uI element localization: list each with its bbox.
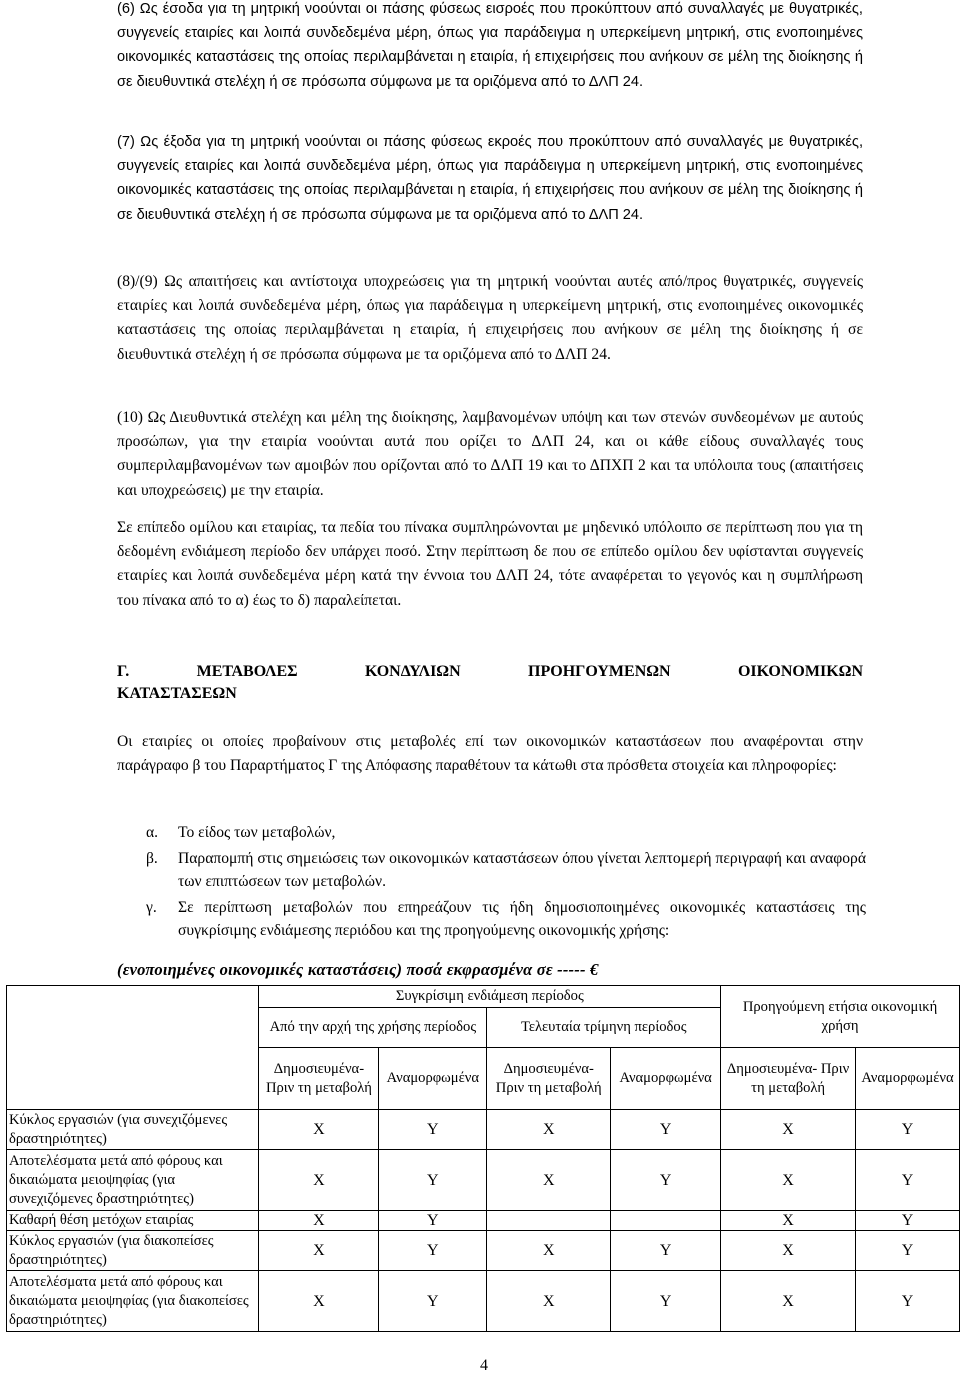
changes-table	[6, 985, 960, 1332]
table-row	[7, 1231, 960, 1271]
cell: X	[487, 1150, 611, 1211]
paragraph-7: (7) Ως έξοδα για τη μητρική νοούνται οι πάσης φύσεως εκροές που προκύπτουν από συναλλαγές με θυγατρικές, συγγενείς εταιρίες και λοιπά συνδεδεμένα μέρη, όπως για παράδειγμα η υπερκείμενη μητρική, στις ενοποιημένες οικονομικές καταστάσεις της οποίας περιλαμβάνεται η εταιρία, ή επιχειρήσεις που ανήκουν σε μέλη της διοίκησης ή σε διευθυντικά στελέχη ή σε πρόσωπα σύμφωνα με τα οριζόμενα από το ΔΛΠ 24.	[117, 134, 863, 223]
cell: Y	[611, 1150, 721, 1211]
list-marker: β.	[146, 850, 158, 867]
cell: Y	[379, 1211, 487, 1231]
section-heading-continued: ΚΑΤΑΣΤΑΣΕΩΝ	[117, 685, 237, 702]
header-comparable-period: Συγκρίσιμη ενδιάμεση περίοδος	[259, 986, 721, 1008]
cell: X	[259, 1150, 379, 1211]
cell	[611, 1211, 721, 1231]
cell: X	[721, 1150, 856, 1211]
header-restated: Αναμορφωμένα	[855, 1048, 959, 1110]
table-row	[7, 1110, 960, 1150]
cell: Y	[855, 1271, 959, 1332]
header-last-quarter: Τελευταία τρίμηνη περίοδος	[487, 1008, 721, 1048]
table-row	[7, 1271, 960, 1332]
list-text: Παραπομπή στις σημειώσεις των οικονομικών καταστάσεων όπου γίνεται λεπτομερή περιγραφή και αναφορά των επιπτώσεων των μεταβολών.	[178, 850, 866, 890]
page-number: 4	[480, 1357, 488, 1374]
row-label: Κύκλος εργασιών (για συνεχιζόμενες δραστηριότητες)	[7, 1110, 259, 1150]
cell: X	[721, 1211, 856, 1231]
table-row	[7, 1211, 960, 1231]
cell	[487, 1211, 611, 1231]
header-restated: Αναμορφωμένα	[611, 1048, 721, 1110]
cell: X	[487, 1271, 611, 1332]
cell: X	[487, 1231, 611, 1271]
cell: Y	[611, 1271, 721, 1332]
header-published: Δημοσιευμένα- Πριν τη μεταβολή	[259, 1048, 379, 1110]
cell: Y	[611, 1231, 721, 1271]
row-label: Αποτελέσματα μετά από φόρους και δικαιώματα μειοψηφίας (για διακοπείσες δραστηριότητες)	[7, 1271, 259, 1332]
table-corner-cell	[7, 986, 259, 1110]
table-title: (ενοποιημένες οικονομικές καταστάσεις) ποσά εκφρασμένα σε ----- €	[117, 960, 599, 979]
row-label: Κύκλος εργασιών (για διακοπείσες δραστηριότητες)	[7, 1231, 259, 1271]
paragraph-group-level: Σε επίπεδο ομίλου και εταιρίας, τα πεδία του πίνακα συμπληρώνονται με μηδενικό υπόλοιπο σε περίπτωση που για τη δεδομένη ενδιάμεση περίοδο δεν υπάρχει ποσό. Στην περίπτωση δε που σε επίπεδο ομίλου δεν υφίστανται συγγενείς εταιρίες και λοιπά συνδεδεμένα μέρη κατά την έννοια του ΔΛΠ 24, τότε αναφέρεται το γεγονός και η συμπλήρωση του πίνακα από το α) έως το δ) παραλείπεται.	[117, 519, 863, 609]
row-label: Αποτελέσματα μετά από φόρους και δικαιώματα μειοψηφίας (για συνεχιζόμενες δραστηριότητες)	[7, 1150, 259, 1211]
header-restated: Αναμορφωμένα	[379, 1048, 487, 1110]
cell: X	[259, 1231, 379, 1271]
cell: Y	[855, 1211, 959, 1231]
header-previous-year: Προηγούμενη ετήσια οικονομική χρήση	[721, 986, 960, 1048]
cell: Y	[855, 1231, 959, 1271]
paragraph-companies: Οι εταιρίες οι οποίες προβαίνουν στις μεταβολές επί των οικονομικών καταστάσεων που αναφέρονται στην παράγραφο β του Παραρτήματος Γ της Απόφασης παραθέτουν τα κάτωθι στα πρόσθετα στοιχεία και πληροφορίες:	[117, 733, 863, 775]
cell: X	[259, 1110, 379, 1150]
header-published: Δημοσιευμένα- Πριν τη μεταβολή	[721, 1048, 856, 1110]
cell: Y	[379, 1150, 487, 1211]
cell: Y	[379, 1271, 487, 1332]
cell: X	[487, 1110, 611, 1150]
cell: X	[721, 1110, 856, 1150]
list-item	[146, 847, 866, 893]
table-row	[7, 1150, 960, 1211]
paragraph-6: (6) Ως έσοδα για τη μητρική νοούνται οι πάσης φύσεως εισροές που προκύπτουν από συναλλαγές με θυγατρικές, συγγενείς εταιρίες και λοιπά συνδεδεμένα μέρη, όπως για παράδειγμα η υπερκείμενη μητρική, στις ενοποιημένες οικονομικές καταστάσεις της οποίας περιλαμβάνεται η εταιρία, ή επιχειρήσεις που ανήκουν σε μέλη της διοίκησης ή σε διευθυντικά στελέχη ή σε πρόσωπα σύμφωνα με τα οριζόμενα από το ΔΛΠ 24.	[117, 1, 863, 90]
cell: Y	[379, 1231, 487, 1271]
cell: X	[721, 1231, 856, 1271]
list-item	[146, 896, 866, 942]
cell: Y	[611, 1110, 721, 1150]
list-text: Σε περίπτωση μεταβολών που επηρεάζουν τις ήδη δημοσιοποιημένες οικονομικές καταστάσεις της συγκρίσιμης ενδιάμεσης περιόδου και της προηγούμενης οικονομικής χρήσης:	[178, 899, 866, 939]
cell: Y	[379, 1110, 487, 1150]
paragraph-10: (10) Ως Διευθυντικά στελέχη και μέλη της διοίκησης, λαμβανομένων υπόψη και των στενών συνδεομένων με αυτούς προσώπων, για την εταιρία νοούνται αυτά που ορίζει το ΔΛΠ 24, και οι κάθε είδους συναλλαγές τους συμπεριλαμβανομένων των αμοιβών που ορίζονται από το ΔΛΠ 19 και το ΔΠΧΠ 2 και τα υπόλοιπα τους (απαιτήσεις και υποχρεώσεις) με την εταιρία.	[117, 409, 863, 499]
list-item	[146, 821, 866, 844]
header-ytd-period: Από την αρχή της χρήσης περίοδος	[259, 1008, 487, 1048]
paragraph-8-9: (8)/(9) Ως απαιτήσεις και αντίστοιχα υποχρεώσεις για τη μητρική νοούνται αυτές από/προς θυγατρικές, συγγενείς εταιρίες και λοιπά συνδεδεμένα μέρη, όπως για παράδειγμα η υπερκείμενη μητρική, στις ενοποιημένες οικονομικές καταστάσεις της οποίας περιλαμβάνεται η εταιρία, ή επιχειρήσεις που ανήκουν σε μέλη της διοίκησης ή σε διευθυντικά στελέχη ή σε πρόσωπα σύμφωνα με τα οριζόμενα από το ΔΛΠ 24.	[117, 273, 863, 363]
section-heading: Γ. ΜΕΤΑΒΟΛΕΣ ΚΟΝΔΥΛΙΩΝ ΠΡΟΗΓΟΥΜΕΝΩΝ ΟΙΚΟΝΟΜΙΚΩΝ	[117, 663, 863, 680]
cell: X	[259, 1271, 379, 1332]
list-marker: α.	[146, 824, 159, 841]
changes-list	[146, 821, 866, 942]
cell: X	[259, 1211, 379, 1231]
list-text: Το είδος των μεταβολών,	[178, 824, 336, 841]
cell: Y	[855, 1110, 959, 1150]
cell: X	[721, 1271, 856, 1332]
cell: Y	[855, 1150, 959, 1211]
header-published: Δημοσιευμένα- Πριν τη μεταβολή	[487, 1048, 611, 1110]
row-label: Καθαρή θέση μετόχων εταιρίας	[7, 1211, 259, 1231]
list-marker: γ.	[146, 899, 157, 916]
